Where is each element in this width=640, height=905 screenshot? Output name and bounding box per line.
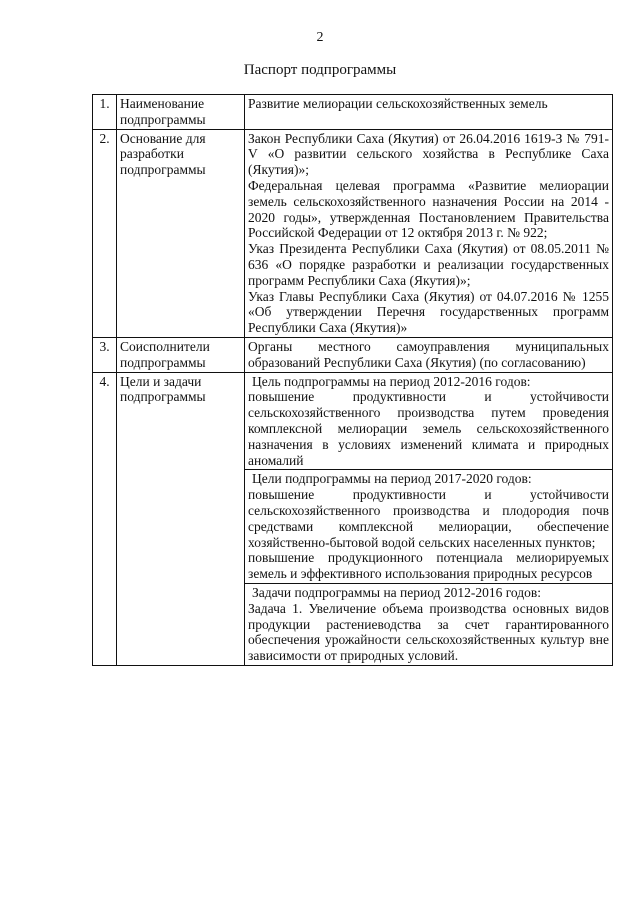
table-row	[93, 129, 613, 337]
content-paragraph: Развитие мелиорации сельскохозяйственных земель	[248, 96, 548, 111]
table-row	[93, 372, 613, 665]
passport-table	[92, 94, 613, 666]
document-title: Паспорт подпрограммы	[243, 62, 397, 78]
row-number: 2.	[93, 129, 117, 337]
row-number: 4.	[93, 372, 117, 665]
table-row	[93, 337, 613, 372]
goals-section	[244, 469, 613, 582]
content-paragraph: Федеральная целевая программа «Развитие мелиорации земель сельскохозяйственного назначения России на 2014 - 2020 годы», утвержденная Постановлением Правительства Российской Федерации от 12 октября 2013 г. № 922;	[248, 177, 609, 241]
content-paragraph: Органы местного самоуправления муниципальных образований Республики Саха (Якутия) (по согласованию)	[248, 338, 609, 370]
section-heading: Цель подпрограммы на период 2012-2016 годов:	[252, 373, 531, 389]
row-name: Основание для разработки подпрограммы	[117, 129, 245, 337]
row-number: 1.	[93, 95, 117, 130]
row-content	[245, 129, 613, 337]
section-heading: Цели подпрограммы на период 2017-2020 годов:	[252, 471, 532, 487]
section-item: повышение продукционного потенциала мелиорируемых земель и эффективного использования природных ресурсов	[248, 550, 609, 582]
row-content	[245, 372, 613, 665]
row-content	[245, 337, 613, 372]
row-name: Цели и задачи подпрограммы	[117, 372, 245, 665]
goals-section	[248, 374, 609, 469]
page-number: 2	[316, 30, 324, 45]
row-name: Наименование подпрограммы	[117, 95, 245, 130]
row-number: 3.	[93, 337, 117, 372]
section-item: повышение продуктивности и устойчивости сельскохозяйственного производства путем проведения комплексной мелиорации земель сельскохозяйственного назначения в условиях изменений климата и природных аномалий	[248, 389, 609, 468]
section-heading: Задачи подпрограммы на период 2012-2016 годов:	[252, 584, 542, 600]
section-item: Задача 1. Увеличение объема производства основных видов продукции растениеводства за счет гарантированного обеспечения урожайности сельскохозяйственных культур вне зависимости от природных условий.	[248, 600, 609, 664]
table-row	[93, 95, 613, 130]
tasks-section	[244, 583, 613, 664]
row-name: Соисполнители подпрограммы	[117, 337, 245, 372]
content-paragraph: Указ Президента Республики Саха (Якутия) от 08.05.2011 № 636 «О порядке разработки и реализации государственных программ Республики Саха (Якутия)»;	[248, 241, 609, 288]
content-paragraph: Закон Республики Саха (Якутия) от 26.04.2016 1619-З № 791-V «О развитии сельского хозяйства в Республике Саха (Якутия)»;	[248, 130, 609, 178]
section-item: повышение продуктивности и устойчивости сельскохозяйственного производства и плодородия почв средствами комплексной мелиорации, обеспечение хозяйственно-бытовой водой сельских населенных пунктов;	[248, 487, 609, 550]
row-content	[245, 95, 613, 130]
content-paragraph: Указ Главы Республики Саха (Якутия) от 04.07.2016 № 1255 «Об утверждении Перечня государственных программ Республики Саха (Якутия)»	[248, 288, 609, 336]
